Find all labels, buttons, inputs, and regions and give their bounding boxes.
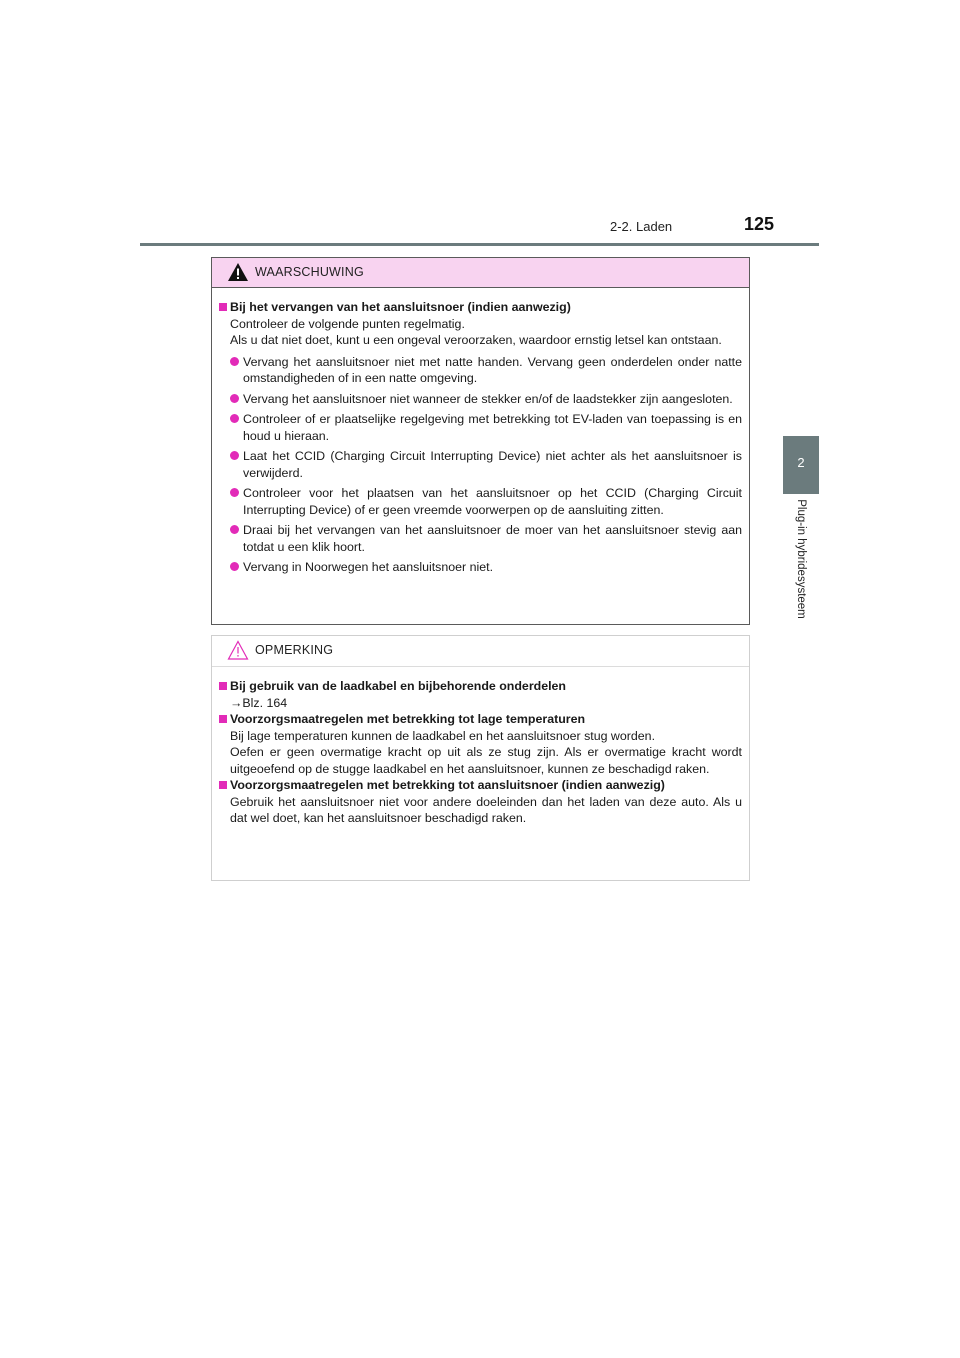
square-bullet-icon (219, 715, 227, 723)
notice-body (212, 667, 749, 827)
list-item: Laat het CCID (Charging Circuit Interrupting Device) niet achter als het aansluitsnoer is verwijderd. (230, 448, 742, 481)
header-divider (140, 243, 819, 246)
bullet-icon (230, 525, 239, 534)
notice-header (212, 636, 749, 667)
bullet-icon (230, 394, 239, 403)
warning-header (212, 258, 749, 288)
list-item: Controleer of er plaatselijke regelgeving met betrekking tot EV-laden van toepassing is en houd u hieraan. (230, 411, 742, 444)
warning-box (211, 257, 750, 625)
bullet-icon (230, 414, 239, 423)
list-item: Vervang in Noorwegen het aansluitsnoer niet. (230, 559, 742, 576)
list-item: Vervang het aansluitsnoer niet wanneer de stekker en/of de laadstekker zijn aangesloten. (230, 391, 742, 408)
page-number: 125 (744, 214, 775, 234)
notice-box (211, 635, 750, 881)
list-item: Draai bij het vervangen van het aansluitsnoer de moer van het aansluitsnoer stevig aan totdat u een klik hoort. (230, 522, 742, 555)
bullet-icon (230, 451, 239, 460)
warning-body (212, 288, 749, 576)
square-bullet-icon (219, 781, 227, 789)
notice-paragraph: Gebruik het aansluitsnoer niet voor andere doeleinden dan het laden van deze auto. Als u dat wel doet, kan het aansluitsnoer beschadigd raken. (230, 794, 742, 825)
warning-heading: Bij het vervangen van het aansluitsnoer (indien aanwezig) (219, 299, 742, 316)
warning-list (219, 354, 742, 576)
square-bullet-icon (219, 303, 227, 311)
page-reference: →Blz. 164 (230, 695, 288, 710)
notice-heading-2: Voorzorgsmaatregelen met betrekking tot lage temperaturen (219, 711, 742, 728)
bullet-icon (230, 562, 239, 571)
square-bullet-icon (219, 682, 227, 690)
warning-title: WAARSCHUWING (255, 265, 364, 279)
warning-triangle-icon (227, 262, 249, 282)
caution-triangle-icon (227, 640, 249, 660)
section-title: 2-2. Laden (610, 219, 673, 234)
notice-paragraph: Bij lage temperaturen kunnen de laadkabel en het aansluitsnoer stug worden. (230, 728, 656, 743)
chapter-label: Plug-in hybridesysteem (795, 499, 807, 619)
warning-intro-1: Controleer de volgende punten regelmatig. (230, 316, 465, 331)
list-item: Vervang het aansluitsnoer niet met natte handen. Vervang geen onderdelen onder natte omstandigheden of in een natte omgeving. (230, 354, 742, 387)
warning-intro-2: Als u dat niet doet, kunt u een ongeval veroorzaken, waardoor ernstig letsel kan ontstaan. (230, 333, 722, 347)
chapter-tab: 2 (783, 436, 819, 494)
bullet-icon (230, 488, 239, 497)
bullet-icon (230, 357, 239, 366)
notice-paragraph: Oefen er geen overmatige kracht op uit als ze stug zijn. Als er overmatige kracht wordt uitgeoefend op de stugge laadkabel en het aansluitsnoer, kunnen ze beschadigd raken. (230, 745, 742, 776)
notice-title: OPMERKING (255, 643, 334, 657)
notice-heading-1: Bij gebruik van de laadkabel en bijbehorende onderdelen (219, 678, 742, 695)
notice-heading-3: Voorzorgsmaatregelen met betrekking tot aansluitsnoer (indien aanwezig) (219, 777, 742, 794)
list-item: Controleer voor het plaatsen van het aansluitsnoer op het CCID (Charging Circuit Interrupting Device) of er geen vreemde voorwerpen op de aansluiting zitten. (230, 485, 742, 518)
